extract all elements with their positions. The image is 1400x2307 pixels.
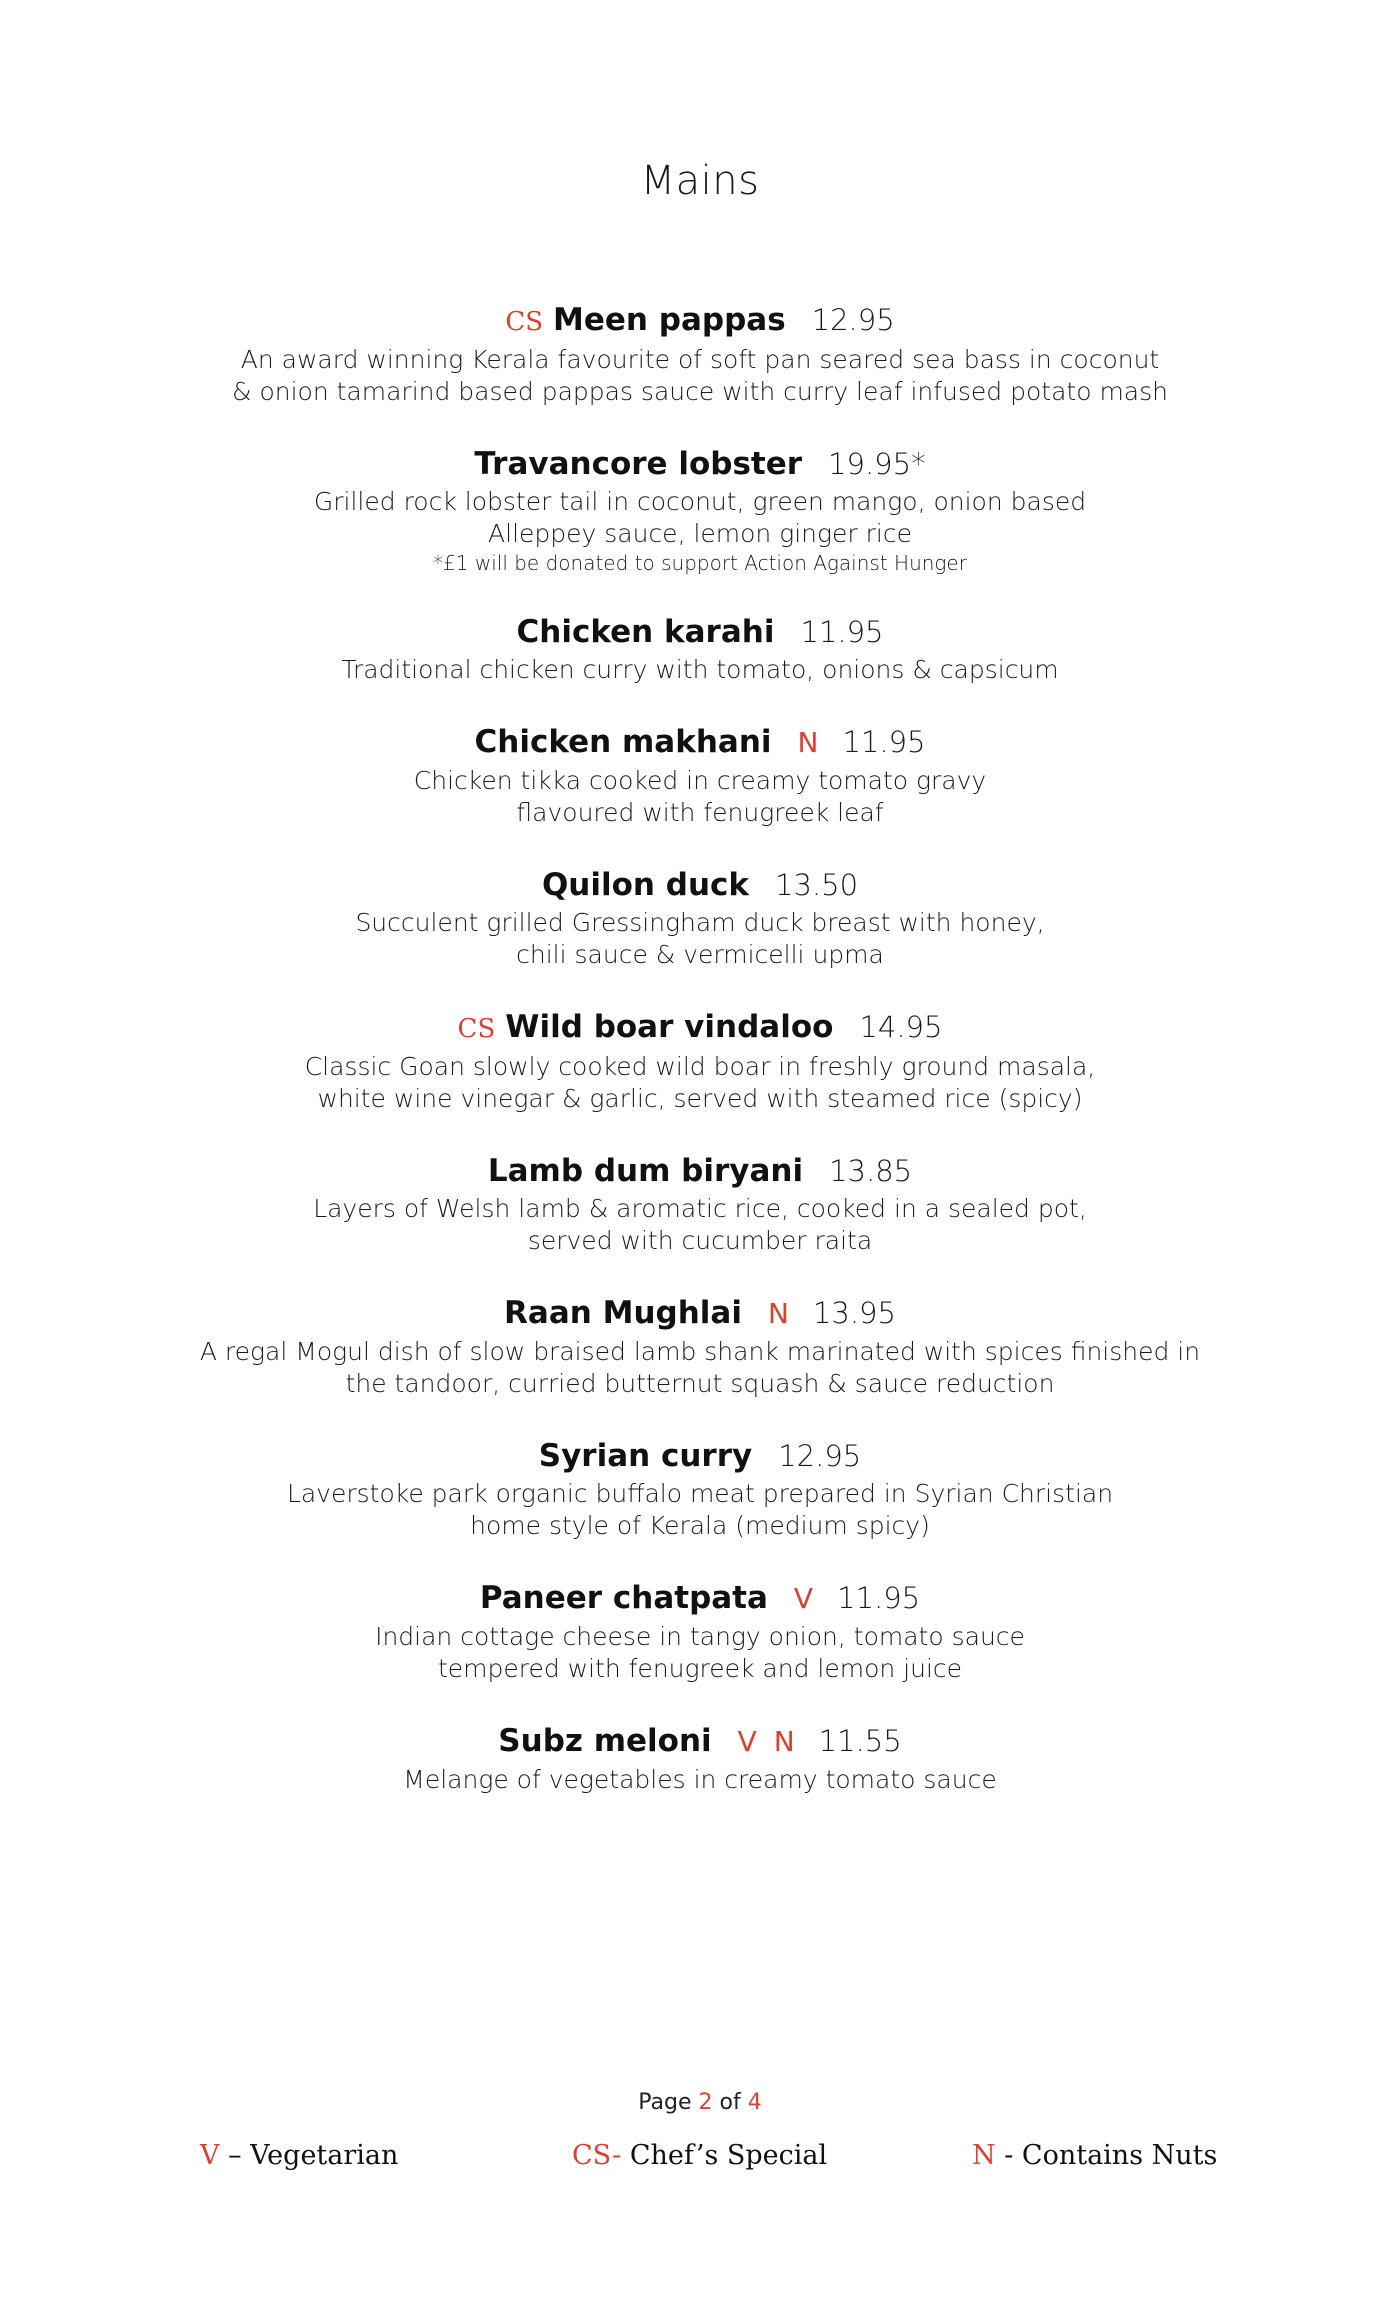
menu-item [100,1721,1300,1796]
menu-item [100,1007,1300,1115]
dish-note: *£1 will be donated to support Action Against Hunger [433,551,967,575]
legend-n-key: N [972,2140,996,2171]
dish-name: Paneer chatpata [479,1580,768,1616]
menu-item [100,612,1300,686]
description-line: Traditional chicken curry with tomato, onions & capsicum [341,655,1059,684]
dish-description [100,486,1300,576]
dish-name: Travancore lobster [474,446,803,482]
description-line: Classic Goan slowly cooked wild boar in freshly ground masala, [304,1052,1096,1081]
description-line: An award winning Kerala favourite of soft pan seared sea bass in coconut [240,345,1160,374]
description-line: home style of Kerala (medium spicy) [470,1511,930,1540]
menu-item [100,1293,1300,1400]
page-of: of [719,2090,741,2115]
menu-item-header [517,612,884,652]
dish-name: Chicken karahi [516,614,775,650]
legend-v-key: V [200,2140,220,2171]
dish-description [100,654,1300,686]
description-line: Chicken tikka cooked in creamy tomato gravy [413,766,987,795]
dish-price: 11.95 [837,1581,921,1615]
page-current: 2 [698,2090,713,2115]
dish-name: Quilon duck [541,867,750,903]
dish-name: Lamb dum biryani [487,1153,804,1189]
description-line: Indian cottage cheese in tangy onion, tomato sauce [375,1622,1025,1651]
dish-description [100,1193,1300,1257]
dish-price: 14.95 [859,1010,943,1044]
description-line: Layers of Welsh lamb & aromatic rice, cooked in a sealed pot, [313,1194,1087,1223]
legend-chefs-special [572,2140,827,2171]
dietary-tag: N [767,1297,793,1330]
menu-item [100,300,1300,408]
menu-item [100,722,1300,829]
description-line: & onion tamarind based pappas sauce with curry leaf infused potato mash [232,377,1168,406]
page-total: 4 [747,2090,762,2115]
menu-item-header [488,1151,912,1191]
menu-item-header [505,300,894,342]
description-line: served with cucumber raita [527,1226,873,1255]
legend-contains-nuts [972,2140,1217,2171]
dish-description [100,1051,1300,1115]
menu-item [100,1578,1300,1685]
dish-price: 11.55 [818,1724,902,1758]
description-line: Alleppey sauce, lemon ginger rice [488,519,912,548]
description-line: flavoured with fenugreek leaf [516,798,884,827]
description-line: chili sauce & vermicelli upma [516,940,884,969]
dish-price: 13.50 [775,868,859,902]
legend-n-label: - Contains Nuts [995,2140,1218,2171]
menu-item-header [480,1578,920,1619]
dish-description [100,765,1300,829]
dish-name: Chicken makhani [474,724,772,760]
description-line: Succulent grilled Gressingham duck breast with honey, [355,908,1045,937]
page-number [0,2090,1400,2115]
description-line: Grilled rock lobster tail in coconut, green mango, onion based [313,487,1087,516]
legend-v-label: – Vegetarian [219,2140,399,2171]
description-line: tempered with fenugreek and lemon juice [437,1654,963,1683]
dish-description [100,1478,1300,1542]
menu-item-header [504,1293,896,1334]
chefs-special-tag: CS [457,1014,496,1044]
dish-name: Meen pappas [553,302,786,338]
chefs-special-tag: CS [505,307,544,337]
menu-list [0,300,1400,1832]
dish-name: Syrian curry [538,1438,753,1474]
legend-vegetarian [200,2140,398,2171]
legend-cs-label: Chef’s Special [621,2140,828,2171]
page-word: Page [638,2090,692,2115]
dish-name: Subz meloni [498,1723,712,1759]
description-line: Melange of vegetables in creamy tomato sauce [403,1765,997,1794]
menu-item [100,1151,1300,1257]
menu-item-header [475,722,926,763]
dish-description [100,907,1300,971]
dish-price: 12.95 [811,303,895,337]
dish-description [100,344,1300,408]
dish-price: 11.95 [842,725,926,759]
menu-item [100,1436,1300,1542]
menu-item-header [498,1721,901,1762]
dish-description [100,1621,1300,1685]
dish-price: 11.95 [800,615,884,649]
legend-cs-key: CS- [572,2140,622,2171]
description-line: the tandoor, curried butternut squash & sauce reduction [345,1369,1055,1398]
dish-price: 12.95 [778,1439,862,1473]
description-line: A regal Mogul dish of slow braised lamb shank marinated with spices finished in [199,1337,1201,1366]
description-line: white wine vinegar & garlic, served with steamed rice (spicy) [317,1084,1083,1113]
menu-item [100,444,1300,576]
dish-price: 13.95 [812,1296,896,1330]
menu-item-header [474,444,925,484]
dish-price: 13.85 [829,1154,913,1188]
description-line: Laverstoke park organic buffalo meat prepared in Syrian Christian [286,1479,1114,1508]
menu-item-header [539,1436,862,1476]
menu-item-header [542,865,858,905]
page-title: Mains [640,158,760,204]
dish-description [100,1764,1300,1796]
dietary-tag: V [793,1582,818,1615]
legend [0,2140,1400,2180]
dish-description [100,1336,1300,1400]
dietary-tag: N [797,726,823,759]
dish-name: Wild boar vindaloo [505,1009,834,1045]
dish-name: Raan Mughlai [504,1295,742,1331]
dish-price: 19.95* [828,447,926,481]
menu-item-header [458,1007,943,1049]
dietary-tag: V N [737,1725,799,1758]
menu-item [100,865,1300,971]
